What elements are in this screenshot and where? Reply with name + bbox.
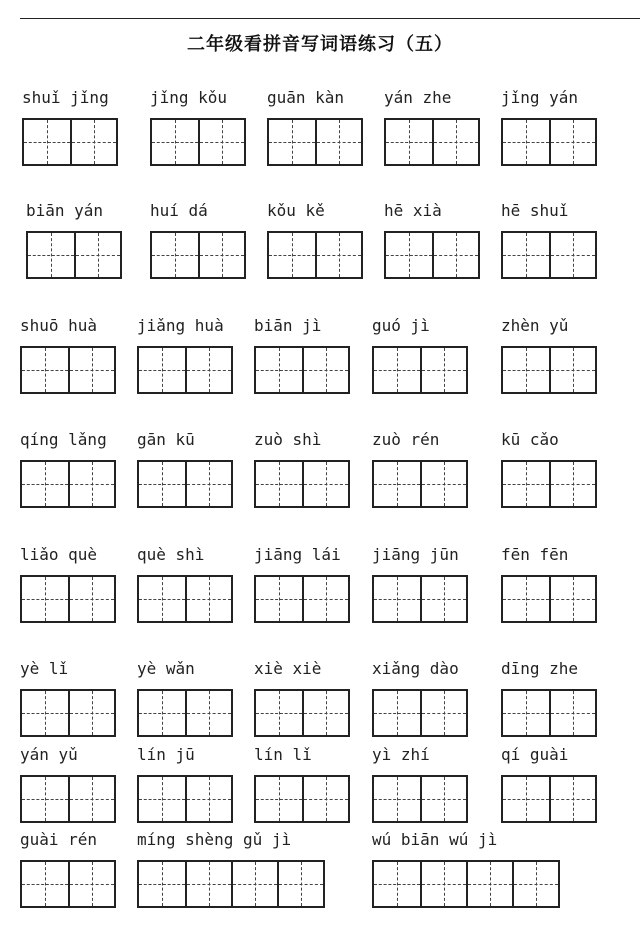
writing-box[interactable]: [372, 689, 468, 737]
pinyin-label: jiāng jūn: [372, 545, 459, 564]
pinyin-label: xiǎng dào: [372, 659, 459, 678]
tianzige-square[interactable]: [549, 120, 595, 164]
pinyin-label: yè lǐ: [20, 659, 69, 678]
writing-box[interactable]: [20, 689, 116, 737]
tianzige-square[interactable]: [185, 862, 231, 906]
writing-box[interactable]: [267, 231, 363, 279]
tianzige-square[interactable]: [152, 233, 198, 277]
tianzige-square[interactable]: [420, 862, 466, 906]
tianzige-square[interactable]: [22, 348, 68, 392]
writing-box[interactable]: [267, 118, 363, 166]
tianzige-square[interactable]: [420, 777, 466, 821]
writing-box[interactable]: [254, 575, 350, 623]
tianzige-square[interactable]: [24, 120, 70, 164]
writing-box[interactable]: [22, 118, 118, 166]
tianzige-square[interactable]: [503, 777, 549, 821]
top-rule: [20, 18, 640, 19]
writing-box[interactable]: [372, 575, 468, 623]
writing-box[interactable]: [20, 775, 116, 823]
pinyin-label: míng shèng gǔ jì: [137, 830, 292, 849]
tianzige-square[interactable]: [302, 691, 348, 735]
tianzige-square[interactable]: [503, 691, 549, 735]
writing-box[interactable]: [150, 118, 246, 166]
tianzige-square[interactable]: [432, 120, 478, 164]
tianzige-square[interactable]: [374, 348, 420, 392]
writing-box[interactable]: [372, 346, 468, 394]
pinyin-label: zuò rén: [372, 430, 440, 449]
tianzige-square[interactable]: [22, 462, 68, 506]
tianzige-square[interactable]: [139, 777, 185, 821]
tianzige-square[interactable]: [302, 462, 348, 506]
tianzige-square[interactable]: [139, 577, 185, 621]
pinyin-label: yè wǎn: [137, 659, 195, 678]
writing-box[interactable]: [150, 231, 246, 279]
tianzige-square[interactable]: [185, 462, 231, 506]
tianzige-square[interactable]: [139, 462, 185, 506]
tianzige-square[interactable]: [185, 691, 231, 735]
pinyin-label: liǎo què: [20, 545, 98, 564]
writing-box[interactable]: [20, 346, 116, 394]
tianzige-square[interactable]: [512, 862, 558, 906]
tianzige-square[interactable]: [549, 577, 595, 621]
tianzige-square[interactable]: [28, 233, 74, 277]
writing-box[interactable]: [501, 460, 597, 508]
tianzige-square[interactable]: [139, 691, 185, 735]
pinyin-label: shuǐ jǐng: [22, 88, 109, 107]
tianzige-square[interactable]: [68, 862, 114, 906]
tianzige-square[interactable]: [503, 577, 549, 621]
writing-box[interactable]: [501, 575, 597, 623]
tianzige-square[interactable]: [68, 691, 114, 735]
writing-box[interactable]: [384, 118, 480, 166]
tianzige-square[interactable]: [198, 233, 244, 277]
writing-box[interactable]: [26, 231, 122, 279]
tianzige-square[interactable]: [374, 691, 420, 735]
pinyin-label: guài rén: [20, 830, 98, 849]
tianzige-square[interactable]: [432, 233, 478, 277]
tianzige-square[interactable]: [22, 777, 68, 821]
pinyin-label: yì zhí: [372, 745, 430, 764]
tianzige-square[interactable]: [68, 777, 114, 821]
writing-box[interactable]: [501, 231, 597, 279]
tianzige-square[interactable]: [74, 233, 120, 277]
pinyin-label: gān kū: [137, 430, 195, 449]
tianzige-square[interactable]: [315, 120, 361, 164]
pinyin-label: guó jì: [372, 316, 430, 335]
writing-box[interactable]: [137, 346, 233, 394]
writing-box[interactable]: [137, 689, 233, 737]
writing-box[interactable]: [501, 118, 597, 166]
pinyin-label: qíng lǎng: [20, 430, 107, 449]
tianzige-square[interactable]: [198, 120, 244, 164]
tianzige-square[interactable]: [256, 777, 302, 821]
tianzige-square[interactable]: [256, 577, 302, 621]
tianzige-square[interactable]: [386, 120, 432, 164]
writing-box[interactable]: [254, 460, 350, 508]
writing-box[interactable]: [137, 775, 233, 823]
tianzige-square[interactable]: [420, 462, 466, 506]
tianzige-square[interactable]: [68, 348, 114, 392]
tianzige-square[interactable]: [152, 120, 198, 164]
writing-box[interactable]: [137, 460, 233, 508]
pinyin-label: kū cǎo: [501, 430, 559, 449]
tianzige-square[interactable]: [277, 862, 323, 906]
pinyin-label: biān jì: [254, 316, 322, 335]
tianzige-square[interactable]: [185, 348, 231, 392]
tianzige-square[interactable]: [549, 462, 595, 506]
writing-box[interactable]: [254, 689, 350, 737]
writing-box[interactable]: [501, 689, 597, 737]
tianzige-square[interactable]: [185, 777, 231, 821]
tianzige-square[interactable]: [68, 462, 114, 506]
tianzige-square[interactable]: [420, 348, 466, 392]
writing-box[interactable]: [254, 775, 350, 823]
writing-box[interactable]: [137, 575, 233, 623]
tianzige-square[interactable]: [185, 577, 231, 621]
writing-box[interactable]: [501, 346, 597, 394]
tianzige-square[interactable]: [374, 777, 420, 821]
tianzige-square[interactable]: [302, 348, 348, 392]
pinyin-label: hē xià: [384, 201, 442, 220]
tianzige-square[interactable]: [549, 691, 595, 735]
tianzige-square[interactable]: [420, 577, 466, 621]
pinyin-label: fēn fēn: [501, 545, 569, 564]
pinyin-label: zhèn yǔ: [501, 316, 569, 335]
pinyin-label: jiǎng huà: [137, 316, 224, 335]
tianzige-square[interactable]: [139, 862, 185, 906]
tianzige-square[interactable]: [269, 120, 315, 164]
pinyin-label: jǐng yán: [501, 88, 579, 107]
pinyin-label: lín jū: [137, 745, 195, 764]
pinyin-label: dīng zhe: [501, 659, 579, 678]
pinyin-label: xiè xiè: [254, 659, 322, 678]
tianzige-square[interactable]: [374, 462, 420, 506]
pinyin-label: biān yán: [26, 201, 104, 220]
writing-box[interactable]: [20, 460, 116, 508]
tianzige-square[interactable]: [549, 348, 595, 392]
pinyin-label: yán yǔ: [20, 745, 78, 764]
tianzige-square[interactable]: [256, 462, 302, 506]
tianzige-square[interactable]: [386, 233, 432, 277]
writing-box[interactable]: [20, 860, 116, 908]
tianzige-square[interactable]: [68, 577, 114, 621]
writing-box[interactable]: [372, 860, 560, 908]
tianzige-square[interactable]: [374, 577, 420, 621]
tianzige-square[interactable]: [549, 777, 595, 821]
tianzige-square[interactable]: [302, 777, 348, 821]
page-title: 二年级看拼音写词语练习（五）: [187, 34, 453, 55]
tianzige-square[interactable]: [549, 233, 595, 277]
writing-box[interactable]: [20, 575, 116, 623]
pinyin-label: qí guài: [501, 745, 569, 764]
tianzige-square[interactable]: [231, 862, 277, 906]
tianzige-square[interactable]: [22, 862, 68, 906]
tianzige-square[interactable]: [22, 691, 68, 735]
tianzige-square[interactable]: [420, 691, 466, 735]
writing-box[interactable]: [137, 860, 325, 908]
pinyin-label: jiāng lái: [254, 545, 341, 564]
tianzige-square[interactable]: [466, 862, 512, 906]
pinyin-label: què shì: [137, 545, 205, 564]
writing-box[interactable]: [254, 346, 350, 394]
writing-box[interactable]: [501, 775, 597, 823]
pinyin-label: hē shuǐ: [501, 201, 569, 220]
pinyin-label: wú biān wú jì: [372, 830, 498, 849]
pinyin-label: lín lǐ: [254, 745, 312, 764]
writing-box[interactable]: [372, 775, 468, 823]
pinyin-label: huí dá: [150, 201, 208, 220]
tianzige-square[interactable]: [269, 233, 315, 277]
pinyin-label: jǐng kǒu: [150, 88, 228, 107]
tianzige-square[interactable]: [315, 233, 361, 277]
tianzige-square[interactable]: [503, 348, 549, 392]
pinyin-label: shuō huà: [20, 316, 98, 335]
writing-box[interactable]: [372, 460, 468, 508]
writing-box[interactable]: [384, 231, 480, 279]
pinyin-label: zuò shì: [254, 430, 322, 449]
tianzige-square[interactable]: [503, 462, 549, 506]
tianzige-square[interactable]: [70, 120, 116, 164]
tianzige-square[interactable]: [139, 348, 185, 392]
tianzige-square[interactable]: [374, 862, 420, 906]
tianzige-square[interactable]: [22, 577, 68, 621]
tianzige-square[interactable]: [256, 691, 302, 735]
tianzige-square[interactable]: [302, 577, 348, 621]
tianzige-square[interactable]: [503, 120, 549, 164]
pinyin-label: yán zhe: [384, 88, 452, 107]
tianzige-square[interactable]: [256, 348, 302, 392]
tianzige-square[interactable]: [503, 233, 549, 277]
pinyin-label: kǒu kě: [267, 201, 325, 220]
pinyin-label: guān kàn: [267, 88, 345, 107]
